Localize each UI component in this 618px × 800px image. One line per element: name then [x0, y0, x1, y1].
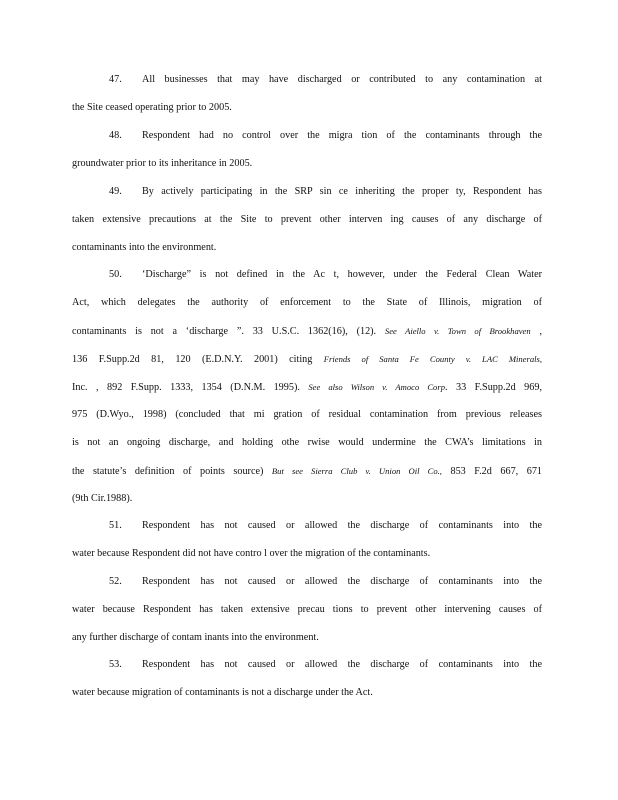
paragraph-number: 53. [109, 659, 122, 670]
text: Respondent had no control over the migra tion of the contaminants through the [142, 130, 542, 141]
text: . 33 F.Supp.2d 969, [445, 382, 543, 393]
paragraph-50-line-5 [72, 380, 542, 395]
paragraph-number: 48. [109, 130, 122, 141]
paragraph-number: 47. [109, 74, 122, 85]
paragraph-48-line-1 [109, 129, 542, 143]
paragraph-number: 51. [109, 520, 122, 531]
paragraph-50-line-8 [72, 464, 542, 479]
paragraph-49-line-3: contaminants into the environment. [72, 242, 217, 253]
text: Respondent has not caused or allowed the discharge of contaminants into the [142, 659, 542, 670]
text: ‘Discharge” is not defined in the Ac t, however, under the Federal Clean Water [142, 269, 542, 280]
case-citation: Friends of Santa Fe County v. LAC Minerals, [323, 354, 543, 364]
paragraph-52-line-1 [109, 575, 542, 589]
text: Respondent has not caused or allowed the discharge of contaminants into the [142, 520, 542, 531]
paragraph-49-line-2: taken extensive precautions at the Site to prevent other interven ing causes of any discharge of [72, 214, 542, 225]
text: Inc. , 892 F.Supp. 1333, 1354 (D.N.M. 1995). [72, 382, 300, 393]
paragraph-50-line-3: contaminants is not a ‘discharge ”. 33 U.S.C. 1362(16), (12). See Aiello v. Town of Brookhaven , [72, 326, 543, 337]
paragraph-50-line-4 [72, 352, 542, 367]
text: Respondent has not caused or allowed the discharge of contaminants into the [142, 576, 542, 587]
paragraph-47-line-1 [109, 73, 542, 87]
paragraph-53-line-2: water because migration of contaminants is not a discharge under the Act. [72, 687, 373, 698]
paragraph-52-line-2: water because Respondent has taken extensive precau tions to prevent other intervening causes of [72, 604, 542, 615]
paragraph-number: 49. [109, 186, 122, 197]
paragraph-49-line-1 [109, 185, 542, 199]
text: All businesses that may have discharged or contributed to any contamination at [142, 74, 542, 85]
paragraph-47-line-2: the Site ceased operating prior to 2005. [72, 102, 232, 113]
paragraph-50-line-7: is not an ongoing discharge, and holding othe rwise would undermine the CWA’s limitations in [72, 437, 542, 448]
paragraph-51-line-2: water because Respondent did not have contro l over the migration of the contaminants. [72, 548, 431, 559]
paragraph-50-line-1 [109, 268, 542, 282]
paragraph-48-line-2: groundwater prior to its inheritance in 2005. [72, 158, 253, 169]
paragraph-50-line-2: Act, which delegates the authority of enforcement to the State of Illinois, migration of [72, 297, 542, 308]
text: the statute’s definition of points source) [72, 466, 264, 477]
paragraph-52-line-3: any further discharge of contam inants into the environment. [72, 632, 319, 643]
paragraph-number: 50. [109, 269, 122, 280]
paragraph-number: 52. [109, 576, 122, 587]
paragraph-50-line-6: 975 (D.Wyo., 1998) (concluded that mi gration of residual contamination from previous releases [72, 409, 542, 420]
paragraph-53-line-1 [109, 658, 542, 672]
text: By actively participating in the SRP sin ce inheriting the proper ty, Respondent has [142, 186, 542, 197]
case-citation: See also Wilson v. Amoco Corp [308, 382, 445, 392]
text: 853 F.2d 667, 671 [450, 466, 543, 477]
text: contaminants is not a ‘discharge ”. 33 U.S.C. 1362(16), (12). [72, 326, 377, 337]
paragraph-50-line-9: (9th Cir.1988). [72, 493, 133, 504]
text: 136 F.Supp.2d 81, 120 (E.D.N.Y. 2001) citing [72, 354, 313, 365]
paragraph-51-line-1 [109, 519, 542, 533]
case-citation: But see Sierra Club v. Union Oil Co., [271, 466, 442, 476]
case-citation: See Aiello v. Town of Brookhaven [384, 326, 531, 336]
